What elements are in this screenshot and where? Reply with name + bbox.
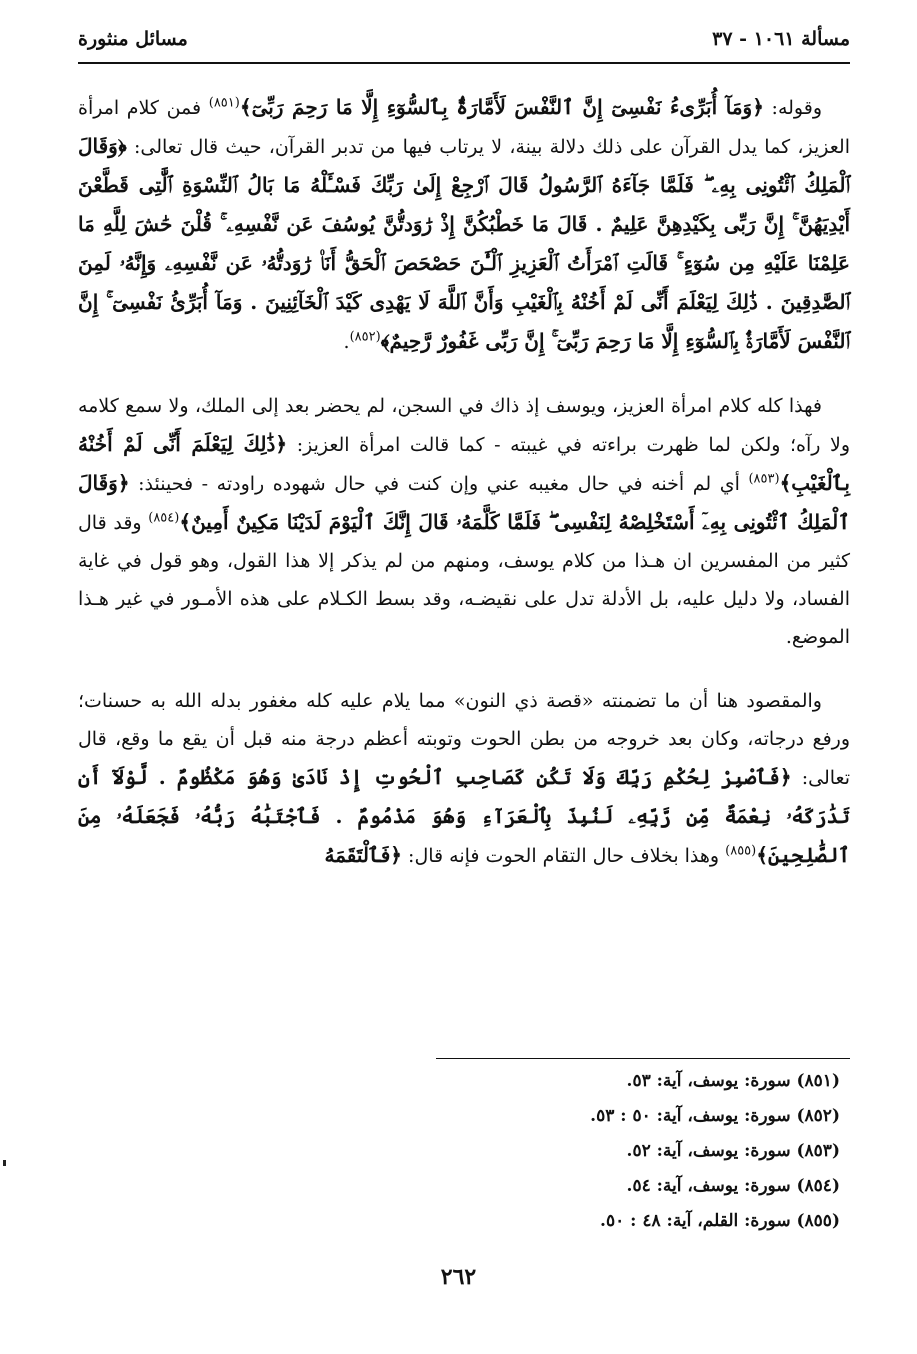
p1-seg-0: وقوله: <box>763 97 822 119</box>
p1-seg-3: فمن كلام امرأة العزيز، كما يدل القرآن على ذلك دلالة بينة، لا يرتاب فيها من تدبر القرآن، حيث قال تعالى: <box>78 97 850 158</box>
footnote-rule <box>436 1058 850 1059</box>
p2-seg-6: وقد قال كثير من المفسرين ان هـذا من كلام يوسف، ومنهم من لم يذكر إلا هذا القول، وهو قول في غاية الفساد، ولا دليل عليه، بل الأدلة تدل على نقيضـه، وقد بسط الكـلام على هذه الأمـور في غير هـذا الموضع. <box>78 512 850 648</box>
footnote-ref: (٨٥٣) <box>748 471 780 487</box>
quran-verse: ﴿ذَٰلِكَ لِيَعْلَمَ أَنِّى لَمْ أَخُنْهُ بِٱلْغَيْبِ﴾ <box>78 432 850 495</box>
p2-seg-0: فهذا كله كلام امرأة العزيز، ويوسف إذ ذاك في السجن، لم يحضر بعد إلى الملك، ولا سمع كلامه ولا رآه؛ ولكن لما ظهرت براءته في غيبته - كما قالت امرأة العزيز: <box>78 395 850 456</box>
quran-verse: ﴿وَقَالَ ٱلْمَلِكُ ٱئْتُونِى بِهِۦٓ أَسْتَخْلِصْهُ لِنَفْسِى ۖ فَلَمَّا كَلَّمَهُۥ قَالَ إِنَّكَ ٱلْيَوْمَ لَدَيْنَا مَكِينٌ أَمِينٌ﴾ <box>78 471 850 534</box>
footnotes <box>78 1066 840 1241</box>
quran-verse: ﴿وَمَآ أُبَرِّىءُ نَفْسِىٓ إِنَّ ٱلنَّفْسَ لَأَمَّارَةٌۢ بِٱلسُّوٓءِ إِلَّا مَا رَحِمَ رَبِّىٓ﴾ <box>239 95 764 119</box>
page-number: ٢٦٢ <box>440 1264 477 1290</box>
paragraph-2 <box>78 387 850 656</box>
footnote-ref: (٨٥٤) <box>148 510 180 526</box>
main-text <box>78 88 850 901</box>
issue-label: مسألة ١٠٦١ - ٣٧ <box>712 28 850 50</box>
p2-seg-3: أي لم أخنه في حال مغيبه عني وإن كنت في حال شهوده راودته - فحينئذ: <box>129 473 749 495</box>
paragraph-3 <box>78 682 850 875</box>
footnote-ref: (٨٥٢) <box>349 329 381 345</box>
running-header <box>78 22 850 60</box>
quran-verse: ﴿وَقَالَ ٱلْمَلِكُ ٱئْتُونِى بِهِۦ ۖ فَلَمَّا جَآءَهُ ٱلرَّسُولُ قَالَ ٱرْجِعْ إِلَىٰ رَبِّكَ فَسْـَٔلْهُ مَا بَالُ ٱلنِّسْوَةِ ٱلَّٰتِى قَطَّعْنَ أَيْدِيَهُنَّ ۚ إِنَّ رَبِّى بِكَيْدِهِنَّ عَلِيمٌ . قَالَ مَا خَطْبُكُنَّ إِذْ رَٰوَدتُّنَّ يُوسُفَ عَن نَّفْسِهِۦ ۚ قُلْنَ حَٰشَ لِلَّهِ مَا عَلِمْنَا عَلَيْهِ مِن سُوٓءٍ ۚ قَالَتِ ٱمْرَأَتُ ٱلْعَزِيزِ ٱلْـَٰٔنَ حَصْحَصَ ٱلْحَقُّ أَنَا۠ رَٰوَدتُّهُۥ عَن نَّفْسِهِۦ وَإِنَّهُۥ لَمِنَ ٱلصَّٰدِقِينَ . ذَٰلِكَ لِيَعْلَمَ أَنِّى لَمْ أَخُنْهُ بِٱلْغَيْبِ وَأَنَّ ٱللَّهَ لَا يَهْدِى كَيْدَ ٱلْخَآئِنِينَ . وَمَآ أُبَرِّئُ نَفْسِىٓ ۚ إِنَّ ٱلنَّفْسَ لَأَمَّارَةٌۢ بِٱلسُّوٓءِ إِلَّا مَا رَحِمَ رَبِّىٓ ۚ إِنَّ رَبِّى غَفُورٌ رَّحِيمٌ﴾ <box>78 134 850 353</box>
footnote-ref: (٨٥١) <box>208 95 240 111</box>
quran-verse: ﴿فَٱلْتَقَمَهُ <box>324 843 403 867</box>
p3-seg-3: وهذا بخلاف حال التقام الحوت فإنه قال: <box>402 845 726 867</box>
footnote-item: (٨٥٤) سورة: يوسف، آية: ٥٤. <box>626 1176 840 1196</box>
quran-verse: ﴿فَٱصْبِرْ لِحُكْمِ رَبِّكَ وَلَا تَكُن كَصَاحِبِ ٱلْحُوتِ إِذْ نَادَىٰ وَهُوَ مَكْظُومٌ . لَّوْلَآ أَن تَدَٰرَكَهُۥ نِعْمَةٌ مِّن رَّبِّهِۦ لَنُبِذَ بِٱلْعَرَآءِ وَهُوَ مَذْمُومٌ . فَٱجْتَبَٰهُ رَبُّهُۥ فَجَعَلَهُۥ مِنَ ٱلصَّٰلِحِينَ﴾ <box>78 765 850 867</box>
header-rule <box>78 62 850 64</box>
footnote-item: (٨٥٥) سورة: القلم، آية: ٤٨ : ٥٠. <box>600 1211 840 1231</box>
footnote-ref: (٨٥٥) <box>725 843 757 859</box>
scan-speck <box>3 1160 6 1166</box>
footnote-item: (٨٥٣) سورة: يوسف، آية: ٥٢. <box>626 1141 840 1161</box>
p3-seg-0: والمقصود هنا أن ما تضمنته «قصة ذي النون» مما يلام عليه كله مغفور بدله الله به حسنات؛ ورفع درجاته، وكان بعد خروجه من بطن الحوت وتوبته أعظم درجة منه قبل أن يقع ما وقع، قال تعالى: <box>78 690 850 789</box>
footnote-item: (٨٥٢) سورة: يوسف، آية: ٥٠ : ٥٣. <box>590 1106 840 1126</box>
book-title: مسائل منثورة <box>78 28 188 50</box>
paragraph-1 <box>78 88 850 361</box>
footnote-item: (٨٥١) سورة: يوسف، آية: ٥٣. <box>626 1071 840 1091</box>
p1-seg-6: . <box>343 331 350 353</box>
